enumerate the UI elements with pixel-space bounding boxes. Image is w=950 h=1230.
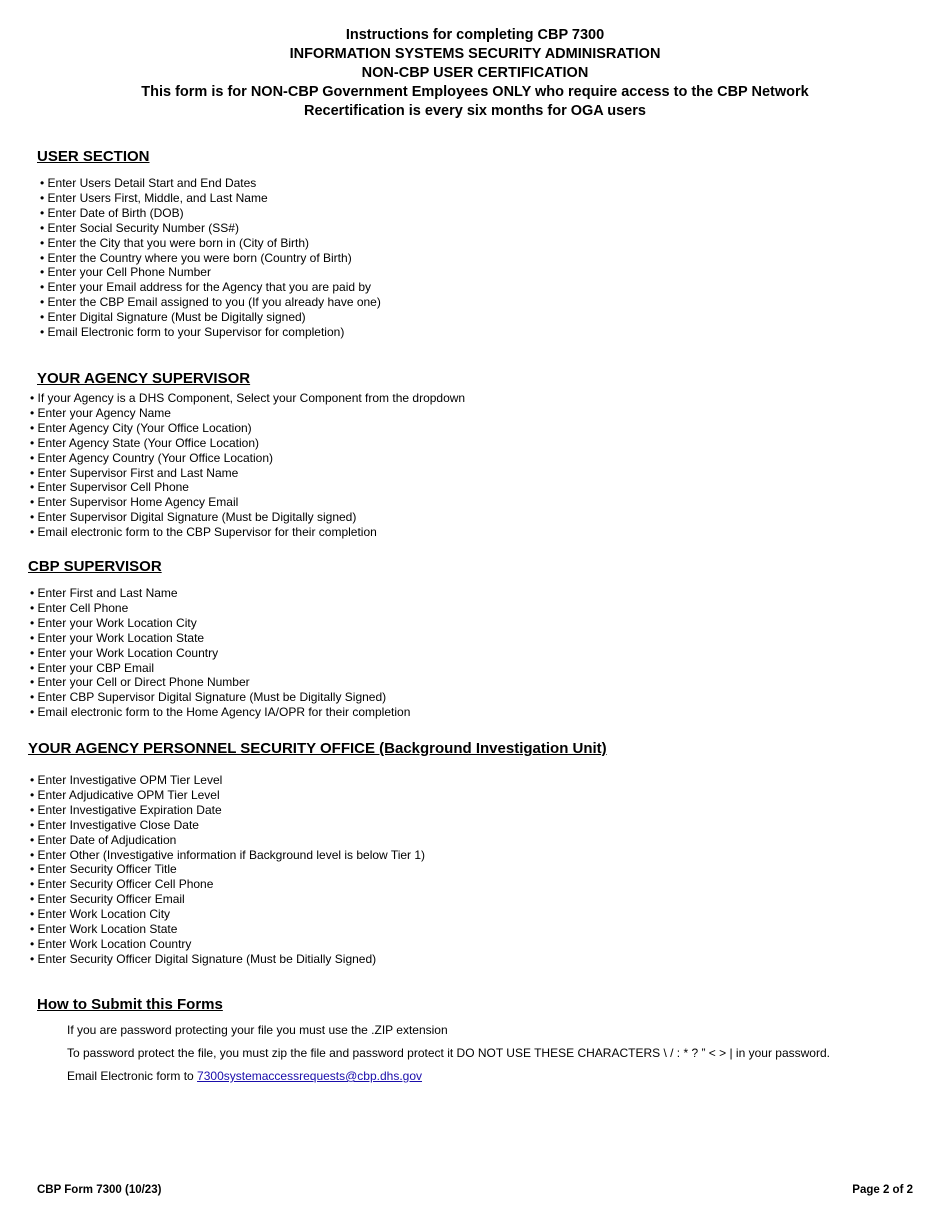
submit-instructions (67, 1023, 830, 1092)
list-item: • Enter Agency State (Your Office Location) (30, 436, 465, 451)
cbp-supervisor-title: CBP SUPERVISOR (28, 558, 162, 575)
list-item: • Enter Security Officer Email (30, 892, 425, 907)
list-item: • Enter Investigative Close Date (30, 818, 425, 833)
list-item: • Enter Users First, Middle, and Last Name (40, 191, 381, 206)
list-item: • Enter your Cell or Direct Phone Number (30, 675, 410, 690)
header-eligibility: This form is for NON-CBP Government Employees ONLY who require access to the CBP Network (141, 84, 809, 100)
list-item: • Enter your Work Location City (30, 616, 410, 631)
list-item: • Enter your CBP Email (30, 661, 410, 676)
agency-supervisor-list (30, 391, 465, 540)
list-item: • Email electronic form to the CBP Supervisor for their completion (30, 525, 465, 540)
list-item: • Enter Social Security Number (SS#) (40, 221, 381, 236)
list-item: • Enter Supervisor First and Last Name (30, 466, 465, 481)
list-item: • Enter Cell Phone (30, 601, 410, 616)
password-characters-note: To password protect the file, you must zip the file and password protect it DO NOT USE THESE CHARACTERS \ / : * ? ” < > | in your password. (67, 1046, 830, 1060)
list-item: • Enter your Cell Phone Number (40, 265, 381, 280)
list-item: • Enter Supervisor Cell Phone (30, 480, 465, 495)
list-item: • Enter Investigative OPM Tier Level (30, 773, 425, 788)
email-instruction-text: Email Electronic form to (67, 1069, 198, 1083)
form-number: CBP Form 7300 (10/23) (37, 1184, 162, 1196)
list-item: • Enter the CBP Email assigned to you (If you already have one) (40, 295, 381, 310)
list-item: • Enter Users Detail Start and End Dates (40, 176, 381, 191)
list-item: • Enter Security Officer Cell Phone (30, 877, 425, 892)
list-item: • Email Electronic form to your Supervisor for completion) (40, 325, 381, 340)
list-item: • Enter Agency City (Your Office Location) (30, 421, 465, 436)
list-item: • Enter Supervisor Home Agency Email (30, 495, 465, 510)
list-item: • Enter Security Officer Title (30, 862, 425, 877)
header-recertification: Recertification is every six months for OGA users (304, 103, 646, 119)
list-item: • Enter your Work Location State (30, 631, 410, 646)
list-item: • Enter your Agency Name (30, 406, 465, 421)
document-header (0, 26, 950, 121)
list-item: • Enter Work Location Country (30, 937, 425, 952)
list-item: • Enter Other (Investigative information if Background level is below Tier 1) (30, 848, 425, 863)
personnel-security-title: YOUR AGENCY PERSONNEL SECURITY OFFICE (Background Investigation Unit) (28, 740, 607, 757)
list-item: • Enter your Work Location Country (30, 646, 410, 661)
list-item: • Enter Investigative Expiration Date (30, 803, 425, 818)
list-item: • If your Agency is a DHS Component, Select your Component from the dropdown (30, 391, 465, 406)
list-item: • Enter Work Location State (30, 922, 425, 937)
user-section-title: USER SECTION (37, 148, 150, 165)
submit-section-title: How to Submit this Forms (37, 996, 223, 1013)
list-item: • Enter CBP Supervisor Digital Signature (Must be Digitally Signed) (30, 690, 410, 705)
page-number: Page 2 of 2 (852, 1184, 913, 1196)
cbp-supervisor-list (30, 586, 410, 720)
list-item: • Enter Security Officer Digital Signature (Must be Ditially Signed) (30, 952, 425, 967)
zip-extension-note: If you are password protecting your file you must use the .ZIP extension (67, 1023, 448, 1037)
email-instruction (67, 1069, 830, 1083)
personnel-security-list (30, 773, 425, 967)
user-section-list (40, 176, 381, 340)
list-item: • Enter Digital Signature (Must be Digitally signed) (40, 310, 381, 325)
list-item: • Enter the Country where you were born (Country of Birth) (40, 251, 381, 266)
list-item: • Enter your Email address for the Agency that you are paid by (40, 280, 381, 295)
list-item: • Enter Work Location City (30, 907, 425, 922)
list-item: • Enter Date of Adjudication (30, 833, 425, 848)
list-item: • Enter Adjudicative OPM Tier Level (30, 788, 425, 803)
list-item: • Enter Agency Country (Your Office Location) (30, 451, 465, 466)
submission-email-link[interactable]: 7300systemaccessrequests@cbp.dhs.gov (197, 1069, 423, 1083)
list-item: • Enter Supervisor Digital Signature (Must be Digitally signed) (30, 510, 465, 525)
list-item: • Enter the City that you were born in (City of Birth) (40, 236, 381, 251)
agency-supervisor-title: YOUR AGENCY SUPERVISOR (37, 370, 251, 387)
list-item: • Email electronic form to the Home Agency IA/OPR for their completion (30, 705, 410, 720)
header-system: INFORMATION SYSTEMS SECURITY ADMINISRATION (289, 46, 661, 62)
header-certification: NON-CBP USER CERTIFICATION (361, 65, 589, 81)
list-item: • Enter Date of Birth (DOB) (40, 206, 381, 221)
list-item: • Enter First and Last Name (30, 586, 410, 601)
header-title: Instructions for completing CBP 7300 (345, 27, 605, 43)
